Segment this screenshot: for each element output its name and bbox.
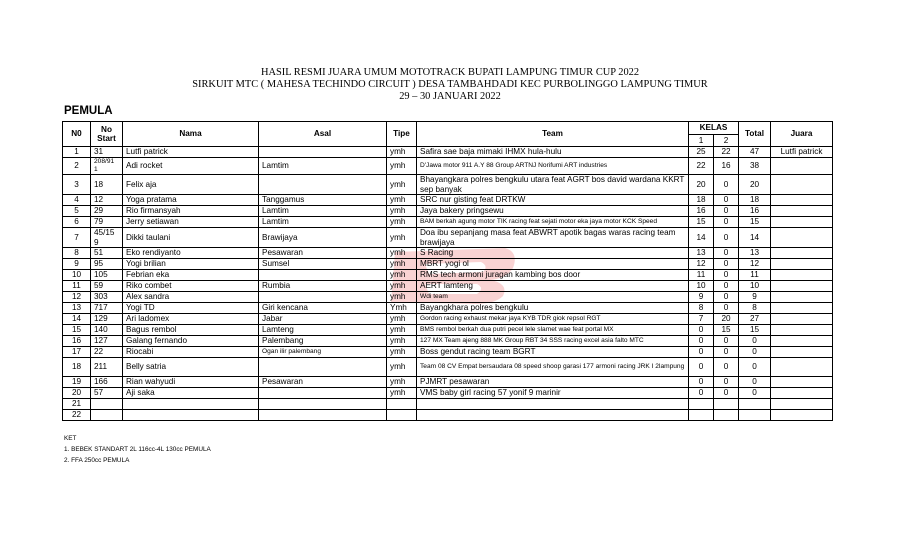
- cell-asal: [259, 270, 387, 281]
- cell-tipe: [387, 399, 417, 410]
- cell-asal: [259, 388, 387, 399]
- cell-no: 13: [63, 303, 91, 314]
- table-row: [63, 399, 833, 410]
- cell-asal: Giri kencana: [259, 303, 387, 314]
- cell-total: 0: [739, 336, 771, 347]
- cell-start: 59: [91, 281, 123, 292]
- table-body: [63, 147, 833, 421]
- cell-kelas1: 12: [689, 259, 714, 270]
- cell-no: 20: [63, 388, 91, 399]
- section-title: PEMULA: [64, 105, 113, 117]
- cell-start: 57: [91, 388, 123, 399]
- cell-kelas1: 0: [689, 377, 714, 388]
- note-item: 2. FFA 250cc PEMULA: [64, 457, 130, 464]
- cell-start: 127: [91, 336, 123, 347]
- cell-no: 3: [63, 175, 91, 195]
- cell-no: 16: [63, 336, 91, 347]
- cell-tipe: ymh: [387, 377, 417, 388]
- cell-tipe: ymh: [387, 314, 417, 325]
- cell-team: S Racing: [417, 248, 689, 259]
- cell-tipe: ymh: [387, 175, 417, 195]
- col-team-header: Team: [417, 122, 689, 147]
- cell-kelas2: 0: [714, 347, 739, 358]
- cell-start: 29: [91, 206, 123, 217]
- cell-juara: [771, 358, 833, 377]
- cell-team: D'Jawa motor 911 A.Y 88 Group ARTNJ Norifumi ART industries: [417, 158, 689, 175]
- col-kelas1-header: 1: [689, 135, 714, 147]
- cell-kelas2: 0: [714, 358, 739, 377]
- cell-nama: [123, 399, 259, 410]
- cell-nama: Jerry setiawan: [123, 217, 259, 228]
- cell-team: Team 08 CV Empat bersaudara 08 speed shoop garasi 177 armoni racing JRK I 2lampung: [417, 358, 689, 377]
- col-total-header: Total: [739, 122, 771, 147]
- cell-no: 7: [63, 228, 91, 248]
- cell-juara: [771, 195, 833, 206]
- cell-start: 303: [91, 292, 123, 303]
- report-date: 29 – 30 JANUARI 2022: [399, 91, 501, 102]
- table-row: [63, 248, 833, 259]
- cell-start: 51: [91, 248, 123, 259]
- cell-juara: [771, 292, 833, 303]
- table-row: [63, 336, 833, 347]
- cell-juara: [771, 347, 833, 358]
- cell-start: 208/91 1: [91, 158, 123, 175]
- table-row: [63, 195, 833, 206]
- col-start-header: No Start: [91, 122, 123, 147]
- cell-tipe: ymh: [387, 158, 417, 175]
- cell-asal: Lamtim: [259, 206, 387, 217]
- cell-total: 20: [739, 175, 771, 195]
- cell-total: 12: [739, 259, 771, 270]
- cell-tipe: ymh: [387, 217, 417, 228]
- cell-asal: Pesawaran: [259, 248, 387, 259]
- table-row: [63, 388, 833, 399]
- cell-start: 31: [91, 147, 123, 158]
- cell-start: 22: [91, 347, 123, 358]
- cell-team: Bhayangkara polres bengkulu utara feat AGRT bos david wardana KKRT sep banyak: [417, 175, 689, 195]
- cell-kelas2: 0: [714, 259, 739, 270]
- cell-asal: [259, 175, 387, 195]
- cell-asal: Sumsel: [259, 259, 387, 270]
- cell-nama: Yogi brilian: [123, 259, 259, 270]
- cell-no: 11: [63, 281, 91, 292]
- cell-kelas2: 0: [714, 195, 739, 206]
- cell-kelas1: 0: [689, 347, 714, 358]
- table-row: [63, 158, 833, 175]
- cell-start: 12: [91, 195, 123, 206]
- cell-no: 14: [63, 314, 91, 325]
- cell-kelas1: 14: [689, 228, 714, 248]
- table-row: [63, 358, 833, 377]
- cell-total: 0: [739, 377, 771, 388]
- cell-juara: [771, 314, 833, 325]
- cell-total: 0: [739, 358, 771, 377]
- cell-tipe: ymh: [387, 281, 417, 292]
- cell-juara: [771, 248, 833, 259]
- cell-kelas2: 15: [714, 325, 739, 336]
- cell-nama: Adi rocket: [123, 158, 259, 175]
- cell-kelas2: 16: [714, 158, 739, 175]
- cell-kelas2: 0: [714, 206, 739, 217]
- cell-kelas2: 22: [714, 147, 739, 158]
- cell-total: [739, 399, 771, 410]
- note-item: 1. BEBEK STANDART 2L 116cc-4L 130cc PEMULA: [64, 446, 211, 453]
- cell-asal: Rumbia: [259, 281, 387, 292]
- cell-kelas1: 20: [689, 175, 714, 195]
- cell-kelas1: 0: [689, 358, 714, 377]
- cell-kelas2: 0: [714, 270, 739, 281]
- cell-kelas2: 0: [714, 228, 739, 248]
- cell-no: 9: [63, 259, 91, 270]
- table-row: [63, 206, 833, 217]
- cell-asal: [259, 399, 387, 410]
- cell-total: 15: [739, 325, 771, 336]
- cell-total: 10: [739, 281, 771, 292]
- cell-no: 12: [63, 292, 91, 303]
- cell-team: VMS baby girl racing 57 yonif 9 marinir: [417, 388, 689, 399]
- cell-tipe: ymh: [387, 147, 417, 158]
- cell-tipe: ymh: [387, 206, 417, 217]
- cell-team: Safira sae baja mimaki IHMX hula-hulu: [417, 147, 689, 158]
- cell-total: 11: [739, 270, 771, 281]
- cell-tipe: Ymh: [387, 303, 417, 314]
- cell-nama: Galang fernando: [123, 336, 259, 347]
- cell-asal: Pesawaran: [259, 377, 387, 388]
- cell-total: 47: [739, 147, 771, 158]
- table-row: [63, 217, 833, 228]
- cell-start: 105: [91, 270, 123, 281]
- cell-nama: Aji saka: [123, 388, 259, 399]
- cell-asal: Brawijaya: [259, 228, 387, 248]
- cell-start: 717: [91, 303, 123, 314]
- cell-tipe: ymh: [387, 292, 417, 303]
- cell-start: [91, 399, 123, 410]
- cell-kelas1: 0: [689, 336, 714, 347]
- cell-tipe: ymh: [387, 358, 417, 377]
- col-juara-header: Juara: [771, 122, 833, 147]
- cell-total: 0: [739, 388, 771, 399]
- cell-no: 10: [63, 270, 91, 281]
- cell-asal: [259, 358, 387, 377]
- cell-juara: [771, 206, 833, 217]
- cell-juara: [771, 281, 833, 292]
- cell-nama: Alex sandra: [123, 292, 259, 303]
- cell-nama: Ari ladomex: [123, 314, 259, 325]
- cell-team: Bayangkhara polres bengkulu: [417, 303, 689, 314]
- cell-total: 15: [739, 217, 771, 228]
- cell-team: Jaya bakery pringsewu: [417, 206, 689, 217]
- cell-no: 22: [63, 410, 91, 421]
- cell-team: AERT lamteng: [417, 281, 689, 292]
- cell-team: [417, 410, 689, 421]
- cell-total: 16: [739, 206, 771, 217]
- cell-kelas1: 13: [689, 248, 714, 259]
- cell-tipe: ymh: [387, 228, 417, 248]
- cell-asal: Palembang: [259, 336, 387, 347]
- cell-start: 211: [91, 358, 123, 377]
- cell-kelas1: 16: [689, 206, 714, 217]
- col-tipe-header: Tipe: [387, 122, 417, 147]
- notes-title: KET: [64, 435, 77, 442]
- cell-kelas1: 7: [689, 314, 714, 325]
- cell-asal: Jabar: [259, 314, 387, 325]
- cell-start: 45/15 9: [91, 228, 123, 248]
- cell-juara: [771, 303, 833, 314]
- cell-asal: [259, 292, 387, 303]
- cell-nama: Febrian eka: [123, 270, 259, 281]
- report-title: HASIL RESMI JUARA UMUM MOTOTRACK BUPATI LAMPUNG TIMUR CUP 2022: [260, 67, 640, 78]
- cell-team: [417, 399, 689, 410]
- cell-asal: Lamtim: [259, 217, 387, 228]
- cell-kelas2: 0: [714, 336, 739, 347]
- table-row: [63, 175, 833, 195]
- cell-nama: Felix aja: [123, 175, 259, 195]
- cell-total: 0: [739, 347, 771, 358]
- cell-no: 4: [63, 195, 91, 206]
- cell-kelas2: 0: [714, 388, 739, 399]
- cell-team: RMS tech armoni juragan kambing bos door: [417, 270, 689, 281]
- table-row: [63, 377, 833, 388]
- cell-kelas1: 10: [689, 281, 714, 292]
- cell-team: MBRT yogi ol: [417, 259, 689, 270]
- cell-juara: [771, 410, 833, 421]
- cell-nama: Yogi TD: [123, 303, 259, 314]
- col-kelas-header: KELAS: [689, 122, 739, 135]
- cell-kelas2: 0: [714, 377, 739, 388]
- table-row: [63, 292, 833, 303]
- cell-total: 8: [739, 303, 771, 314]
- cell-asal: Tanggamus: [259, 195, 387, 206]
- cell-juara: [771, 259, 833, 270]
- cell-no: 8: [63, 248, 91, 259]
- cell-start: [91, 410, 123, 421]
- cell-juara: [771, 325, 833, 336]
- cell-kelas1: 0: [689, 325, 714, 336]
- cell-team: BAM berkah agung motor TIK racing feat sejati motor eka jaya motor KCK Speed: [417, 217, 689, 228]
- cell-juara: Lutfi patrick: [771, 147, 833, 158]
- cell-nama: Dikki taulani: [123, 228, 259, 248]
- cell-kelas1: 0: [689, 388, 714, 399]
- table-row: [63, 281, 833, 292]
- cell-team: PJMRT pesawaran: [417, 377, 689, 388]
- table-row: [63, 314, 833, 325]
- cell-team: Wdi team: [417, 292, 689, 303]
- cell-kelas1: 11: [689, 270, 714, 281]
- notes: [64, 433, 211, 466]
- table-row: [63, 347, 833, 358]
- cell-juara: [771, 175, 833, 195]
- cell-start: 129: [91, 314, 123, 325]
- table-row: [63, 259, 833, 270]
- cell-no: 19: [63, 377, 91, 388]
- cell-no: 5: [63, 206, 91, 217]
- cell-start: 140: [91, 325, 123, 336]
- cell-tipe: ymh: [387, 388, 417, 399]
- cell-kelas2: 0: [714, 281, 739, 292]
- col-kelas2-header: 2: [714, 135, 739, 147]
- cell-juara: [771, 377, 833, 388]
- table-row: [63, 228, 833, 248]
- cell-nama: Riocabi: [123, 347, 259, 358]
- cell-total: 27: [739, 314, 771, 325]
- cell-tipe: ymh: [387, 270, 417, 281]
- table-row: [63, 303, 833, 314]
- table-row: [63, 325, 833, 336]
- cell-juara: [771, 217, 833, 228]
- cell-juara: [771, 158, 833, 175]
- cell-kelas2: 0: [714, 292, 739, 303]
- cell-asal: Lamteng: [259, 325, 387, 336]
- cell-nama: Belly satria: [123, 358, 259, 377]
- cell-team: 127 MX Team ajeng 888 MK Group RBT 34 SSS racing excel asia falto MTC: [417, 336, 689, 347]
- cell-juara: [771, 336, 833, 347]
- cell-nama: Riko combet: [123, 281, 259, 292]
- cell-nama: [123, 410, 259, 421]
- cell-nama: Lutfi patrick: [123, 147, 259, 158]
- cell-nama: Rio firmansyah: [123, 206, 259, 217]
- cell-tipe: ymh: [387, 248, 417, 259]
- cell-total: 18: [739, 195, 771, 206]
- cell-nama: Rian wahyudi: [123, 377, 259, 388]
- cell-asal: Lamtim: [259, 158, 387, 175]
- table-row: [63, 410, 833, 421]
- cell-juara: [771, 399, 833, 410]
- cell-juara: [771, 228, 833, 248]
- col-asal-header: Asal: [259, 122, 387, 147]
- cell-team: BMS rembol berkah dua putri pecel lele slamet wae feat portal MX: [417, 325, 689, 336]
- cell-team: SRC nur gisting feat DRTKW: [417, 195, 689, 206]
- cell-kelas2: 0: [714, 248, 739, 259]
- cell-no: 1: [63, 147, 91, 158]
- cell-nama: Eko rendiyanto: [123, 248, 259, 259]
- cell-asal: [259, 147, 387, 158]
- cell-kelas1: 9: [689, 292, 714, 303]
- cell-start: 79: [91, 217, 123, 228]
- cell-tipe: ymh: [387, 336, 417, 347]
- cell-kelas1: 22: [689, 158, 714, 175]
- cell-kelas1: [689, 399, 714, 410]
- cell-kelas1: [689, 410, 714, 421]
- cell-nama: Yoga pratama: [123, 195, 259, 206]
- cell-tipe: [387, 410, 417, 421]
- cell-tipe: ymh: [387, 347, 417, 358]
- cell-no: 21: [63, 399, 91, 410]
- cell-asal: [259, 410, 387, 421]
- cell-team: Doa ibu sepanjang masa feat ABWRT apotik bagas waras racing team brawijaya: [417, 228, 689, 248]
- cell-kelas1: 18: [689, 195, 714, 206]
- table-header-row: [63, 122, 833, 135]
- cell-nama: Bagus rembol: [123, 325, 259, 336]
- cell-no: 6: [63, 217, 91, 228]
- cell-total: [739, 410, 771, 421]
- cell-juara: [771, 270, 833, 281]
- cell-start: 95: [91, 259, 123, 270]
- cell-total: 9: [739, 292, 771, 303]
- cell-team: Gordon racing exhaust mekar jaya KYB TDR giok repsol RGT: [417, 314, 689, 325]
- cell-tipe: ymh: [387, 195, 417, 206]
- cell-kelas1: 15: [689, 217, 714, 228]
- cell-no: 17: [63, 347, 91, 358]
- cell-team: Boss gendut racing team BGRT: [417, 347, 689, 358]
- cell-kelas2: [714, 410, 739, 421]
- col-nama-header: Nama: [123, 122, 259, 147]
- cell-asal: Ogan ilir palembang: [259, 347, 387, 358]
- table-row: [63, 270, 833, 281]
- cell-kelas2: 0: [714, 175, 739, 195]
- col-no-header: N0: [63, 122, 91, 147]
- cell-no: 2: [63, 158, 91, 175]
- cell-juara: [771, 388, 833, 399]
- report-venue: SIRKUIT MTC ( MAHESA TECHINDO CIRCUIT ) DESA TAMBAHDADI KEC PURBOLINGGO LAMPUNG TIMUR: [192, 79, 708, 90]
- cell-kelas1: 8: [689, 303, 714, 314]
- cell-tipe: ymh: [387, 325, 417, 336]
- results-table: [62, 121, 833, 421]
- cell-kelas2: [714, 399, 739, 410]
- cell-tipe: ymh: [387, 259, 417, 270]
- cell-start: 166: [91, 377, 123, 388]
- cell-total: 13: [739, 248, 771, 259]
- cell-start: 18: [91, 175, 123, 195]
- cell-total: 14: [739, 228, 771, 248]
- cell-kelas2: 20: [714, 314, 739, 325]
- cell-no: 15: [63, 325, 91, 336]
- cell-no: 18: [63, 358, 91, 377]
- cell-kelas2: 0: [714, 217, 739, 228]
- cell-kelas1: 25: [689, 147, 714, 158]
- cell-kelas2: 0: [714, 303, 739, 314]
- cell-total: 38: [739, 158, 771, 175]
- table-row: [63, 147, 833, 158]
